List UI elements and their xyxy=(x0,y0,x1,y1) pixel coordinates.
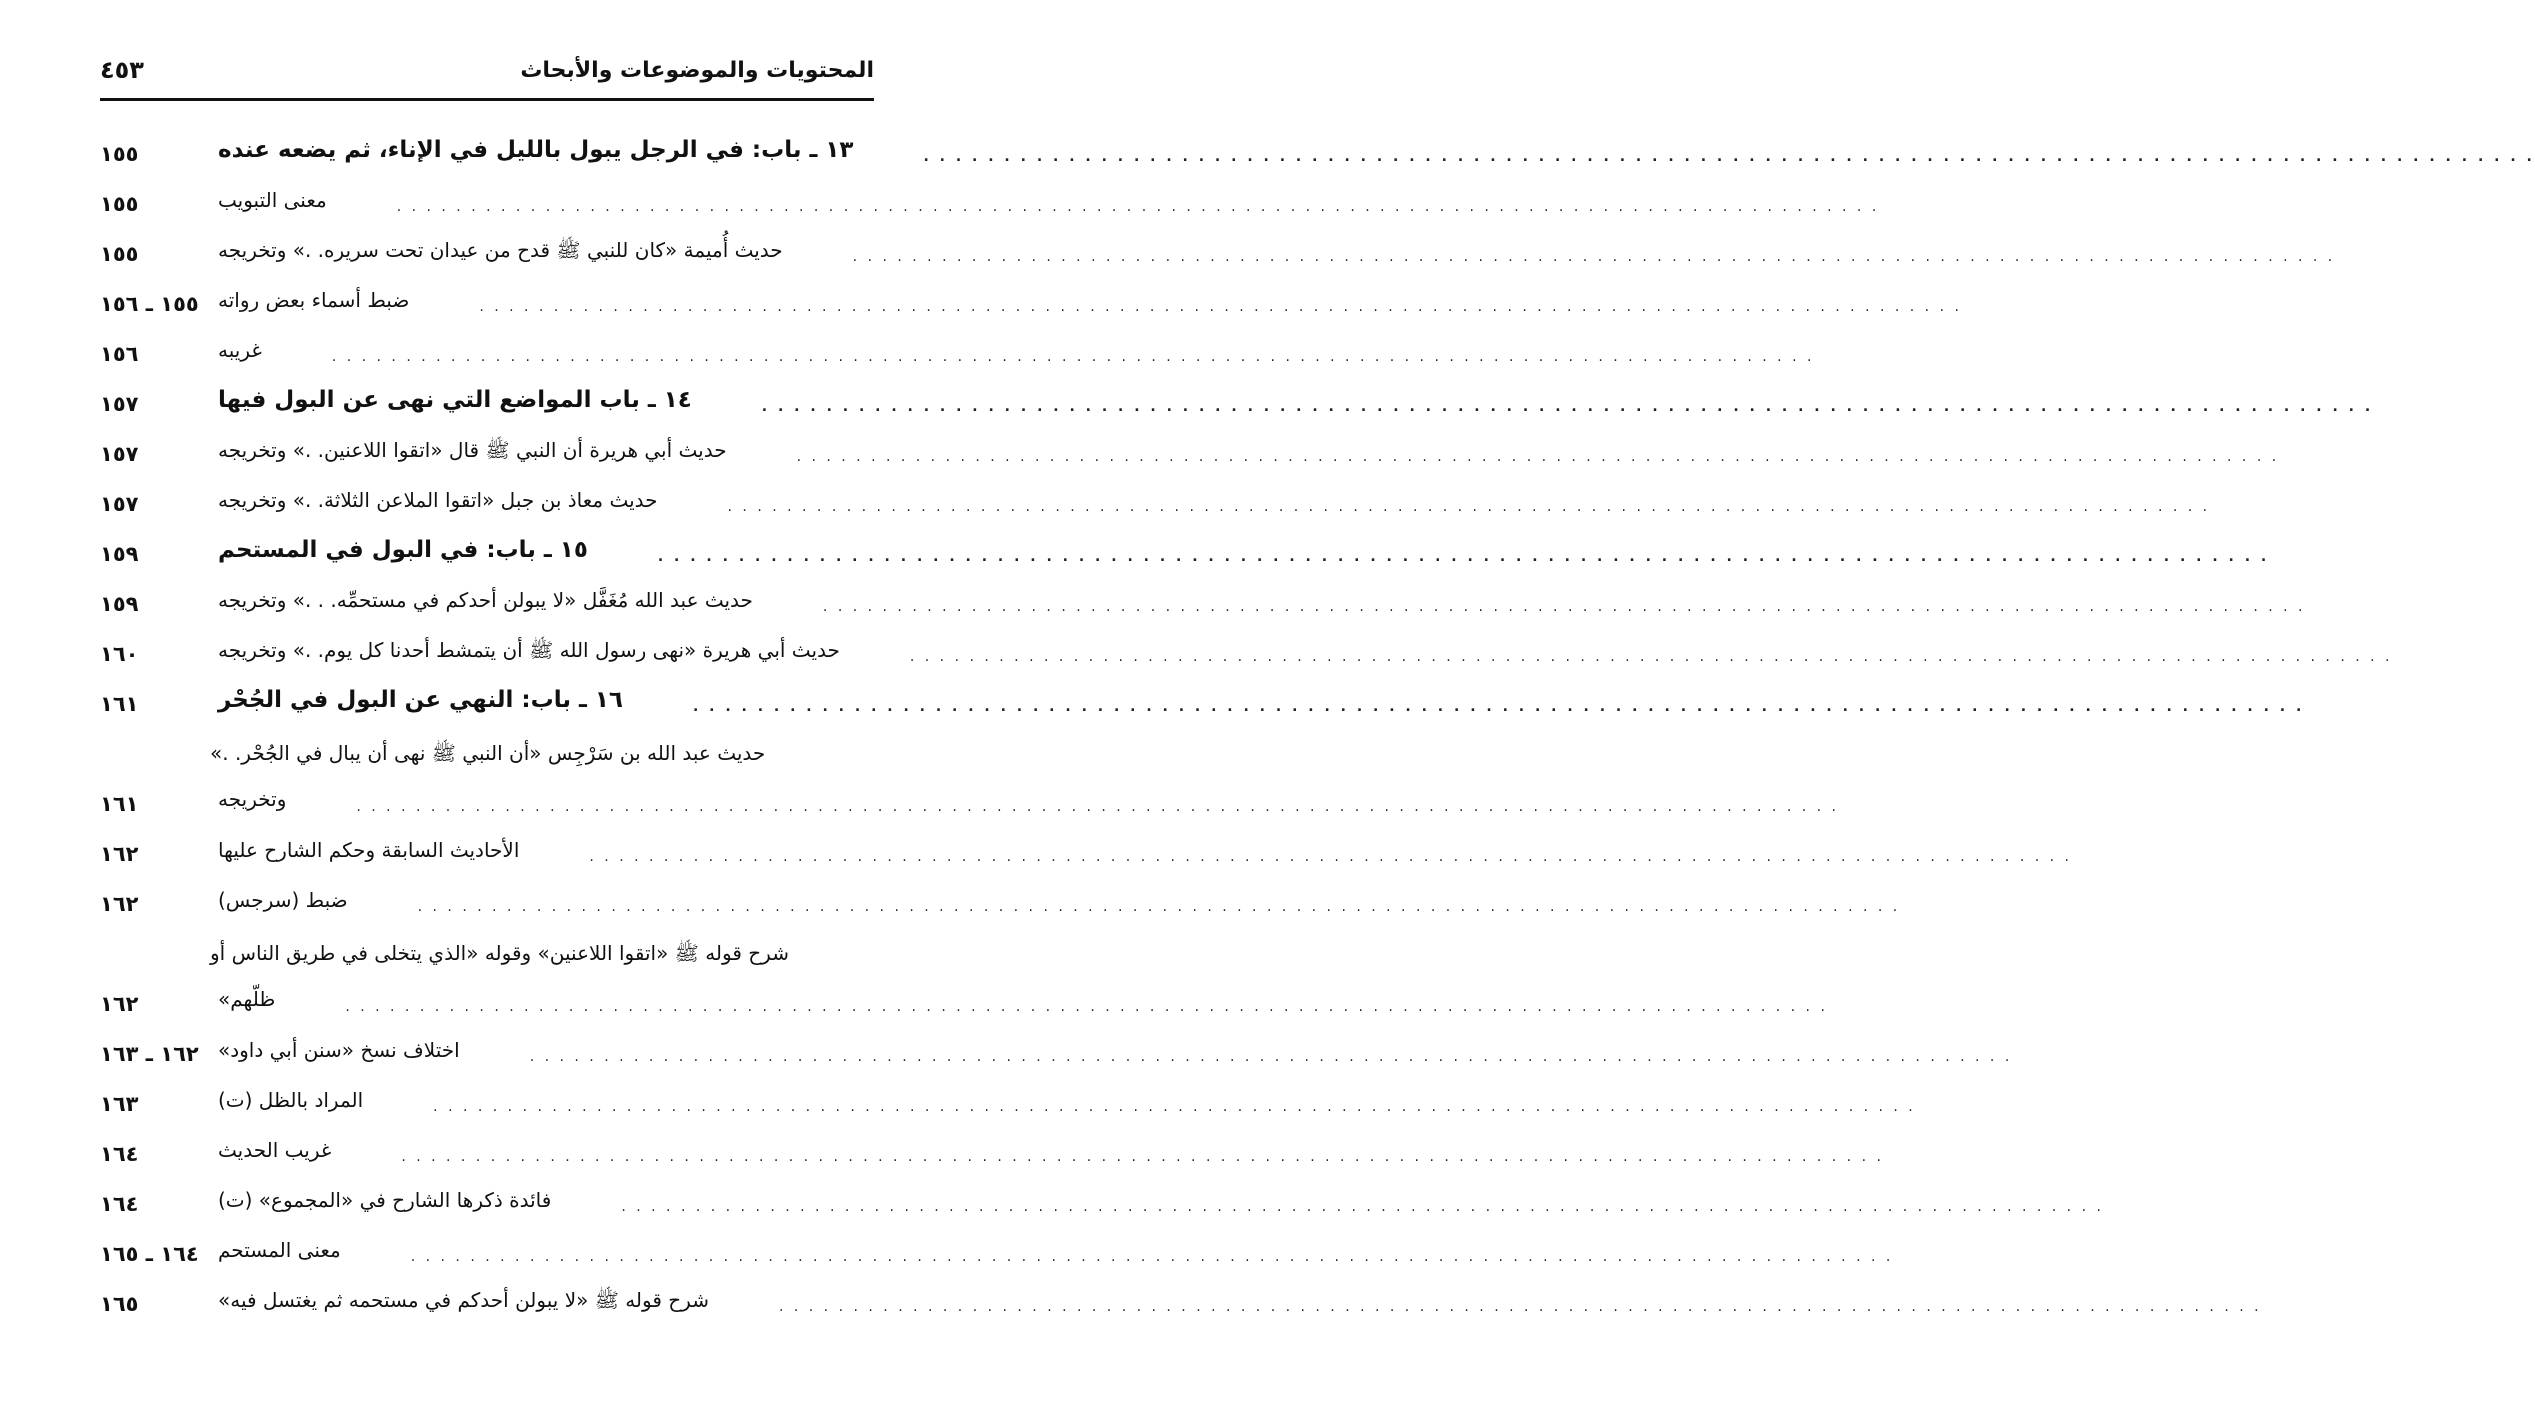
toc-page-number: ١٦٤ xyxy=(100,1192,139,1216)
toc-entry-row xyxy=(100,472,2211,522)
toc-entry-label: ضبط أسماء بعض رواته xyxy=(218,288,410,312)
toc-page-number: ١٦٥ xyxy=(100,1292,139,1316)
toc-entry-row xyxy=(100,1072,1916,1122)
toc-entry-row xyxy=(100,1222,1894,1272)
toc-entry-label: حديث معاذ بن جبل «اتقوا الملاعن الثلاثة. .» وتخريجه xyxy=(218,488,658,512)
toc-entry-text xyxy=(210,828,2072,872)
toc-entry-text xyxy=(210,1228,1893,1272)
toc-entry-text xyxy=(210,128,2535,172)
toc-chapter-row xyxy=(100,522,2270,572)
toc-page-number: ١٦٢ ـ ١٦٣ xyxy=(100,1042,199,1066)
toc-page-number: ١٥٥ xyxy=(100,242,139,266)
toc-entry-row xyxy=(100,1022,2013,1072)
toc-page-number: ١٦١ xyxy=(100,792,139,816)
toc-entry-row xyxy=(100,1172,2104,1222)
dot-leader: . . . . . . . . . . . . . . . . . . . . . . . . . . . . . . . . . . . . . . . . . . . . . . . . . . . . . . . . . . . . . . . . . . . . . . . . . . . . . . . . . . . . . . . . . . . . . . . . . . . . xyxy=(356,799,1839,815)
toc-entry-label: ١٣ ـ باب: في الرجل يبول بالليل في الإناء، ثم يضعه عنده xyxy=(218,137,854,163)
toc-page-number: ١٥٧ xyxy=(100,392,139,416)
toc-entry-label: ١٤ ـ باب المواضع التي نهى عن البول فيها xyxy=(218,387,692,413)
dot-leader: . . . . . . . . . . . . . . . . . . . . . . . . . . . . . . . . . . . . . . . . . . . . . . . . . . . . . . . . . . . . . . . . . . . . . . . . . . . . . . . . . . . . . . . . . . . . . . . . . . . . xyxy=(692,699,2305,715)
toc-entry-text xyxy=(210,1078,1916,1122)
toc-entry-text xyxy=(210,478,2210,522)
toc-entry-text xyxy=(210,178,1879,222)
dot-leader: . . . . . . . . . . . . . . . . . . . . . . . . . . . . . . . . . . . . . . . . . . . . . . . . . . . . . . . . . . . . . . . . . . . . . . . . . . . . . . . . . . . . . . . . . . . . . . . . . . . . xyxy=(401,1149,1884,1165)
dot-leader: . . . . . . . . . . . . . . . . . . . . . . . . . . . . . . . . . . . . . . . . . . . . . . . . . . . . . . . . . . . . . . . . . . . . . . . . . . . . . . . . . . . . . . . . . . . . . . . . . . . . xyxy=(410,1249,1894,1265)
dot-leader: . . . . . . . . . . . . . . . . . . . . . . . . . . . . . . . . . . . . . . . . . . . . . . . . . . . . . . . . . . . . . . . . . . . . . . . . . . . . . . . . . . . . . . . . . . . . . . . . . . . . xyxy=(433,1099,1916,1115)
toc-entry-text xyxy=(210,278,1962,322)
toc-entry-row xyxy=(100,872,1901,922)
table-of-contents xyxy=(100,122,2535,1322)
toc-entry-text xyxy=(210,428,2279,472)
toc-entry-row xyxy=(100,1272,2262,1322)
header-page-number: ٤٥٣ xyxy=(100,56,144,84)
toc-page-number: ١٦٢ xyxy=(100,992,139,1016)
toc-entry-line2 xyxy=(210,976,1828,1022)
toc-entry-row xyxy=(100,922,1828,1022)
dot-leader: . . . . . . . . . . . . . . . . . . . . . . . . . . . . . . . . . . . . . . . . . . . . . . . . . . . . . . . . . . . . . . . . . . . . . . . . . . . . . . . . . . . . . . . . . . . . . . . . . . . . xyxy=(923,149,2535,165)
toc-page-number: ١٥٥ xyxy=(100,192,139,216)
dot-leader: . . . . . . . . . . . . . . . . . . . . . . . . . . . . . . . . . . . . . . . . . . . . . . . . . . . . . . . . . . . . . . . . . . . . . . . . . . . . . . . . . . . . . . . . . . . . . . . . . . . . xyxy=(852,249,2336,265)
toc-entry-label: شرح قوله ﷺ «لا يبولن أحدكم في مستحمه ثم يغتسل فيه» xyxy=(218,1288,709,1312)
toc-page-number: ١٥٥ xyxy=(100,142,139,166)
toc-entry-label: حديث أُميمة «كان للنبي ﷺ قدح من عيدان تحت سريره. .» وتخريجه xyxy=(218,238,783,262)
toc-entry-text xyxy=(210,578,2306,622)
running-header xyxy=(100,52,874,101)
dot-leader: . . . . . . . . . . . . . . . . . . . . . . . . . . . . . . . . . . . . . . . . . . . . . . . . . . . . . . . . . . . . . . . . . . . . . . . . . . . . . . . . . . . . . . . . . . . . . . . . . . . . xyxy=(396,199,1880,215)
toc-entry-row xyxy=(100,322,1815,372)
toc-entry-label: معنى التبويب xyxy=(218,188,327,212)
toc-entry-row xyxy=(100,172,1880,222)
toc-entry-label: وتخريجه xyxy=(218,787,287,811)
dot-leader: . . . . . . . . . . . . . . . . . . . . . . . . . . . . . . . . . . . . . . . . . . . . . . . . . . . . . . . . . . . . . . . . . . . . . . . . . . . . . . . . . . . . . . . . . . . . . . . . . . . . xyxy=(778,1299,2262,1315)
toc-entry-label: المراد بالظل (ت) xyxy=(218,1088,364,1112)
toc-entry-label: معنى المستحم xyxy=(218,1238,341,1262)
dot-leader: . . . . . . . . . . . . . . . . . . . . . . . . . . . . . . . . . . . . . . . . . . . . . . . . . . . . . . . . . . . . . . . . . . . . . . . . . . . . . . . . . . . . . . . . . . . . . . . . . . . . xyxy=(589,849,2072,865)
toc-entry-label: ظلّهم» xyxy=(218,987,276,1011)
toc-entry-row xyxy=(100,572,2306,622)
dot-leader: . . . . . . . . . . . . . . . . . . . . . . . . . . . . . . . . . . . . . . . . . . . . . . . . . . . . . . . . . . . . . . . . . . . . . . . . . . . . . . . . . . . . . . . . . . . . . . . . . . . . xyxy=(345,999,1828,1015)
toc-page-number: ١٦٠ xyxy=(100,642,139,666)
dot-leader: . . . . . . . . . . . . . . . . . . . . . . . . . . . . . . . . . . . . . . . . . . . . . . . . . . . . . . . . . . . . . . . . . . . . . . . . . . . . . . . . . . . . . . . . . . . . . . . . . . . . xyxy=(909,649,2393,665)
toc-page-number: ١٦٢ xyxy=(100,842,139,866)
toc-chapter-row xyxy=(100,672,2305,722)
toc-page-number: ١٥٧ xyxy=(100,492,139,516)
toc-entry-label: ضبط (سرجس) xyxy=(218,888,348,912)
dot-leader: . . . . . . . . . . . . . . . . . . . . . . . . . . . . . . . . . . . . . . . . . . . . . . . . . . . . . . . . . . . . . . . . . . . . . . . . . . . . . . . . . . . . . . . . . . . . . . . . . . . . xyxy=(822,599,2306,615)
toc-entry-line1: حديث عبد الله بن سَرْجِس «أن النبي ﷺ نهى أن يبال في الجُحْر. .» xyxy=(210,741,766,765)
toc-entry-label: ١٥ ـ باب: في البول في المستحم xyxy=(218,537,588,563)
toc-entry-row xyxy=(100,222,2336,272)
toc-entry-label: حديث أبي هريرة «نهى رسول الله ﷺ أن يتمشط أحدنا كل يوم. .» وتخريجه xyxy=(218,638,840,662)
toc-entry-text xyxy=(210,1028,2012,1072)
toc-entry-text xyxy=(210,1278,2262,1322)
dot-leader: . . . . . . . . . . . . . . . . . . . . . . . . . . . . . . . . . . . . . . . . . . . . . . . . . . . . . . . . . . . . . . . . . . . . . . . . . . . . . . . . . . . . . . . . . . . . . . . . . . . . xyxy=(331,349,1815,365)
toc-entry-text xyxy=(210,228,2335,272)
toc-page-number: ١٦٣ xyxy=(100,1092,139,1116)
toc-page-number: ١٦٤ ـ ١٦٥ xyxy=(100,1242,199,1266)
dot-leader: . . . . . . . . . . . . . . . . . . . . . . . . . . . . . . . . . . . . . . . . . . . . . . . . . . . . . . . . . . . . . . . . . . . . . . . . . . . . . . . . . . . . . . . . . . . . . . . . . . . . xyxy=(796,449,2280,465)
toc-entry-row xyxy=(100,272,1962,322)
dot-leader: . . . . . . . . . . . . . . . . . . . . . . . . . . . . . . . . . . . . . . . . . . . . . . . . . . . . . . . . . . . . . . . . . . . . . . . . . . . . . . . . . . . . . . . . . . . . . . . . . . . . xyxy=(417,899,1901,915)
toc-page-number: ١٦٤ xyxy=(100,1142,139,1166)
toc-entry-label: فائدة ذكرها الشارح في «المجموع» (ت) xyxy=(218,1188,552,1212)
toc-entry-row xyxy=(100,722,1839,822)
toc-entry-text xyxy=(210,628,2392,672)
toc-entry-label: اختلاف نسخ «سنن أبي داود» xyxy=(218,1038,460,1062)
toc-entry-text xyxy=(210,678,2304,722)
toc-entry-text xyxy=(210,930,1828,1022)
toc-entry-line1: شرح قوله ﷺ «اتقوا اللاعنين» وقوله «الذي يتخلى في طريق الناس أو xyxy=(210,941,789,965)
dot-leader: . . . . . . . . . . . . . . . . . . . . . . . . . . . . . . . . . . . . . . . . . . . . . . . . . . . . . . . . . . . . . . . . . . . . . . . . . . . . . . . . . . . . . . . . . . . . . . . . . . . . xyxy=(657,549,2270,565)
toc-entry-row xyxy=(100,1122,1884,1172)
toc-chapter-row xyxy=(100,372,2374,422)
toc-page-number: ١٥٦ xyxy=(100,342,139,366)
toc-entry-row xyxy=(100,622,2393,672)
toc-entry-label: حديث عبد الله مُغَفَّل «لا يبولن أحدكم في مستحمِّه. . .» وتخريجه xyxy=(218,588,753,612)
toc-entry-label: ١٦ ـ باب: النهي عن البول في الجُحْر xyxy=(218,687,623,713)
toc-entry-label: غريب الحديث xyxy=(218,1138,332,1162)
toc-entry-text xyxy=(210,328,1814,372)
toc-chapter-row xyxy=(100,122,2535,172)
toc-entry-text xyxy=(210,1178,2104,1222)
toc-page-number: ١٥٥ ـ ١٥٦ xyxy=(100,292,199,316)
dot-leader: . . . . . . . . . . . . . . . . . . . . . . . . . . . . . . . . . . . . . . . . . . . . . . . . . . . . . . . . . . . . . . . . . . . . . . . . . . . . . . . . . . . . . . . . . . . . . . . . . . . . xyxy=(479,299,1962,315)
toc-entry-label: حديث أبي هريرة أن النبي ﷺ قال «اتقوا اللاعنين. .» وتخريجه xyxy=(218,438,727,462)
toc-entry-text xyxy=(210,1128,1884,1172)
toc-entry-row xyxy=(100,422,2280,472)
dot-leader: . . . . . . . . . . . . . . . . . . . . . . . . . . . . . . . . . . . . . . . . . . . . . . . . . . . . . . . . . . . . . . . . . . . . . . . . . . . . . . . . . . . . . . . . . . . . . . . . . . . . xyxy=(727,499,2211,515)
toc-entry-row xyxy=(100,822,2072,872)
toc-entry-line2 xyxy=(210,776,1839,822)
toc-page-number: ١٦١ xyxy=(100,692,139,716)
dot-leader: . . . . . . . . . . . . . . . . . . . . . . . . . . . . . . . . . . . . . . . . . . . . . . . . . . . . . . . . . . . . . . . . . . . . . . . . . . . . . . . . . . . . . . . . . . . . . . . . . . . . xyxy=(621,1199,2104,1215)
header-title: المحتويات والموضوعات والأبحاث xyxy=(520,58,874,83)
toc-entry-text xyxy=(210,528,2269,572)
dot-leader: . . . . . . . . . . . . . . . . . . . . . . . . . . . . . . . . . . . . . . . . . . . . . . . . . . . . . . . . . . . . . . . . . . . . . . . . . . . . . . . . . . . . . . . . . . . . . . . . . . . . xyxy=(761,399,2374,415)
dot-leader: . . . . . . . . . . . . . . . . . . . . . . . . . . . . . . . . . . . . . . . . . . . . . . . . . . . . . . . . . . . . . . . . . . . . . . . . . . . . . . . . . . . . . . . . . . . . . . . . . . . . xyxy=(529,1049,2013,1065)
toc-page-number: ١٥٧ xyxy=(100,442,139,466)
toc-entry-label: الأحاديث السابقة وحكم الشارح عليها xyxy=(218,838,520,862)
toc-entry-text xyxy=(210,878,1900,922)
toc-page-number: ١٥٩ xyxy=(100,592,139,616)
toc-entry-label: غريبه xyxy=(218,338,262,362)
toc-entry-text xyxy=(210,730,1839,822)
toc-entry-text xyxy=(210,378,2373,422)
toc-page-number: ١٦٢ xyxy=(100,892,139,916)
toc-page-number: ١٥٩ xyxy=(100,542,139,566)
